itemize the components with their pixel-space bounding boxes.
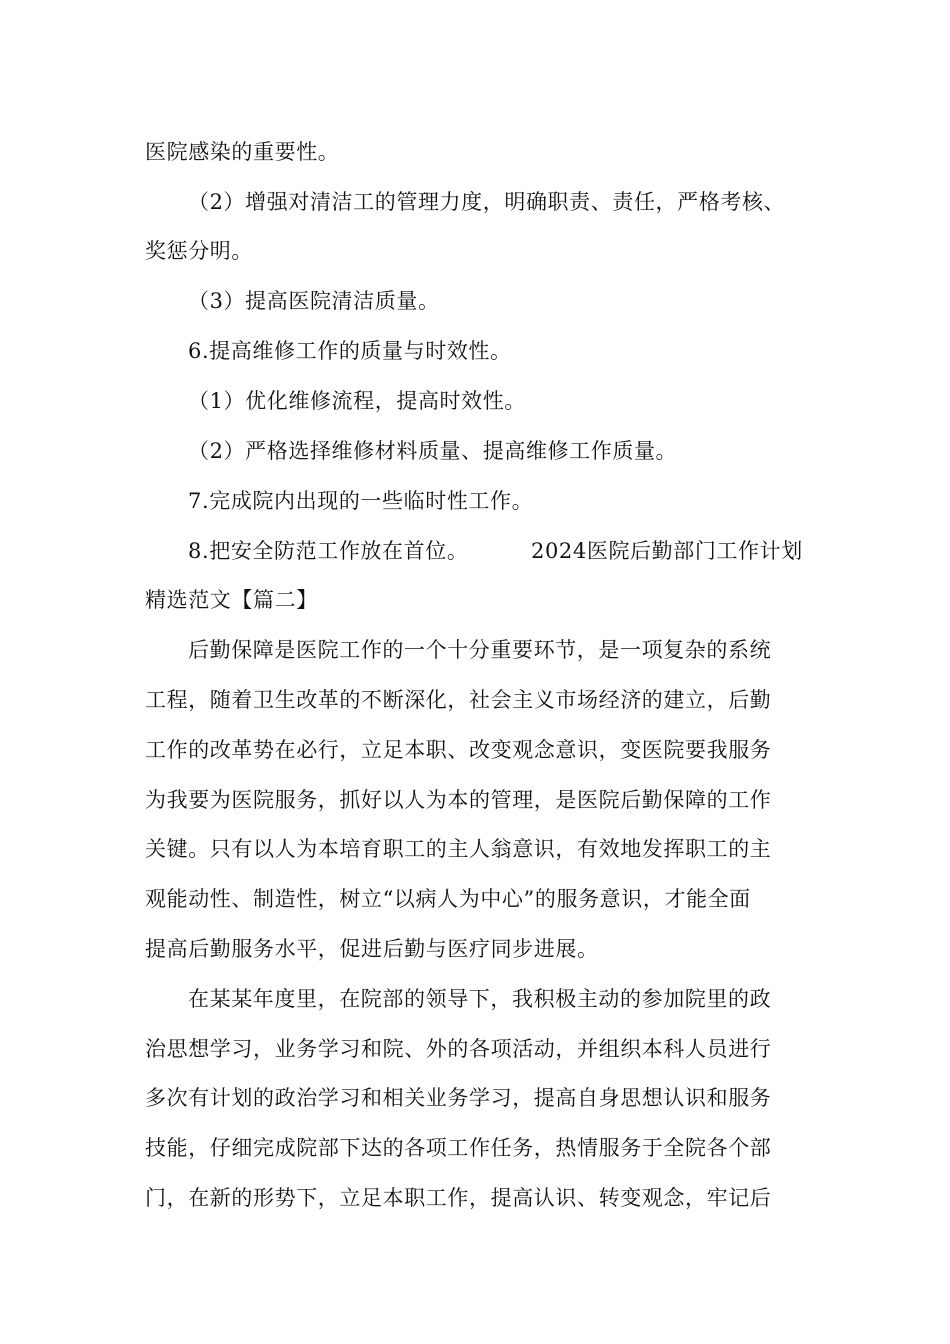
section-title-continued: 精选范文【篇二】 xyxy=(145,588,318,612)
list-heading: 6.提高维修工作的质量与时效性。 xyxy=(188,339,512,363)
section-title: 2024医院后勤部门工作计划 xyxy=(531,539,803,563)
paragraph-line: 为我要为医院服务，抓好以人为本的管理，是医院后勤保障的工作 xyxy=(145,788,772,812)
list-heading xyxy=(188,537,848,565)
paragraph-line: 工程，随着卫生改革的不断深化，社会主义市场经济的建立，后勤 xyxy=(145,688,772,712)
paragraph-line: 后勤保障是医院工作的一个十分重要环节，是一项复杂的系统 xyxy=(188,638,772,662)
list-heading-text: 8.把安全防范工作放在首位。 xyxy=(188,539,469,563)
paragraph-line: 技能，仔细完成院部下达的各项工作任务，热情服务于全院各个部 xyxy=(145,1136,772,1160)
text-line: 医院感染的重要性。 xyxy=(145,140,340,164)
list-heading: 7.完成院内出现的一些临时性工作。 xyxy=(188,489,534,513)
paragraph-line: 在某某年度里，在院部的领导下，我积极主动的参加院里的政 xyxy=(188,987,772,1011)
paragraph-line: 关键。只有以人为本培育职工的主人翁意识，有效地发挥职工的主 xyxy=(145,837,772,861)
paragraph-line: 门，在新的形势下，立足本职工作，提高认识、转变观念，牢记后 xyxy=(145,1186,772,1210)
text-line: （2）严格选择维修材料质量、提高维修工作质量。 xyxy=(188,439,678,463)
paragraph-line: 多次有计划的政治学习和相关业务学习，提高自身思想认识和服务 xyxy=(145,1086,772,1110)
paragraph-line: 工作的改革势在必行，立足本职、改变观念意识，变医院要我服务 xyxy=(145,738,772,762)
text-line: （3）提高医院清洁质量。 xyxy=(188,289,440,313)
paragraph-line: 提高后勤服务水平，促进后勤与医疗同步进展。 xyxy=(145,937,599,961)
text-line: （1）优化维修流程，提高时效性。 xyxy=(188,389,526,413)
paragraph-line: 治思想学习，业务学习和院、外的各项活动，并组织本科人员进行 xyxy=(145,1037,772,1061)
text-line: 奖惩分明。 xyxy=(145,239,253,263)
paragraph-line: 观能动性、制造性，树立“以病人为中心”的服务意识，才能全面 xyxy=(145,887,751,911)
text-line: （2）增强对清洁工的管理力度，明确职责、责任，严格考核、 xyxy=(188,190,786,214)
